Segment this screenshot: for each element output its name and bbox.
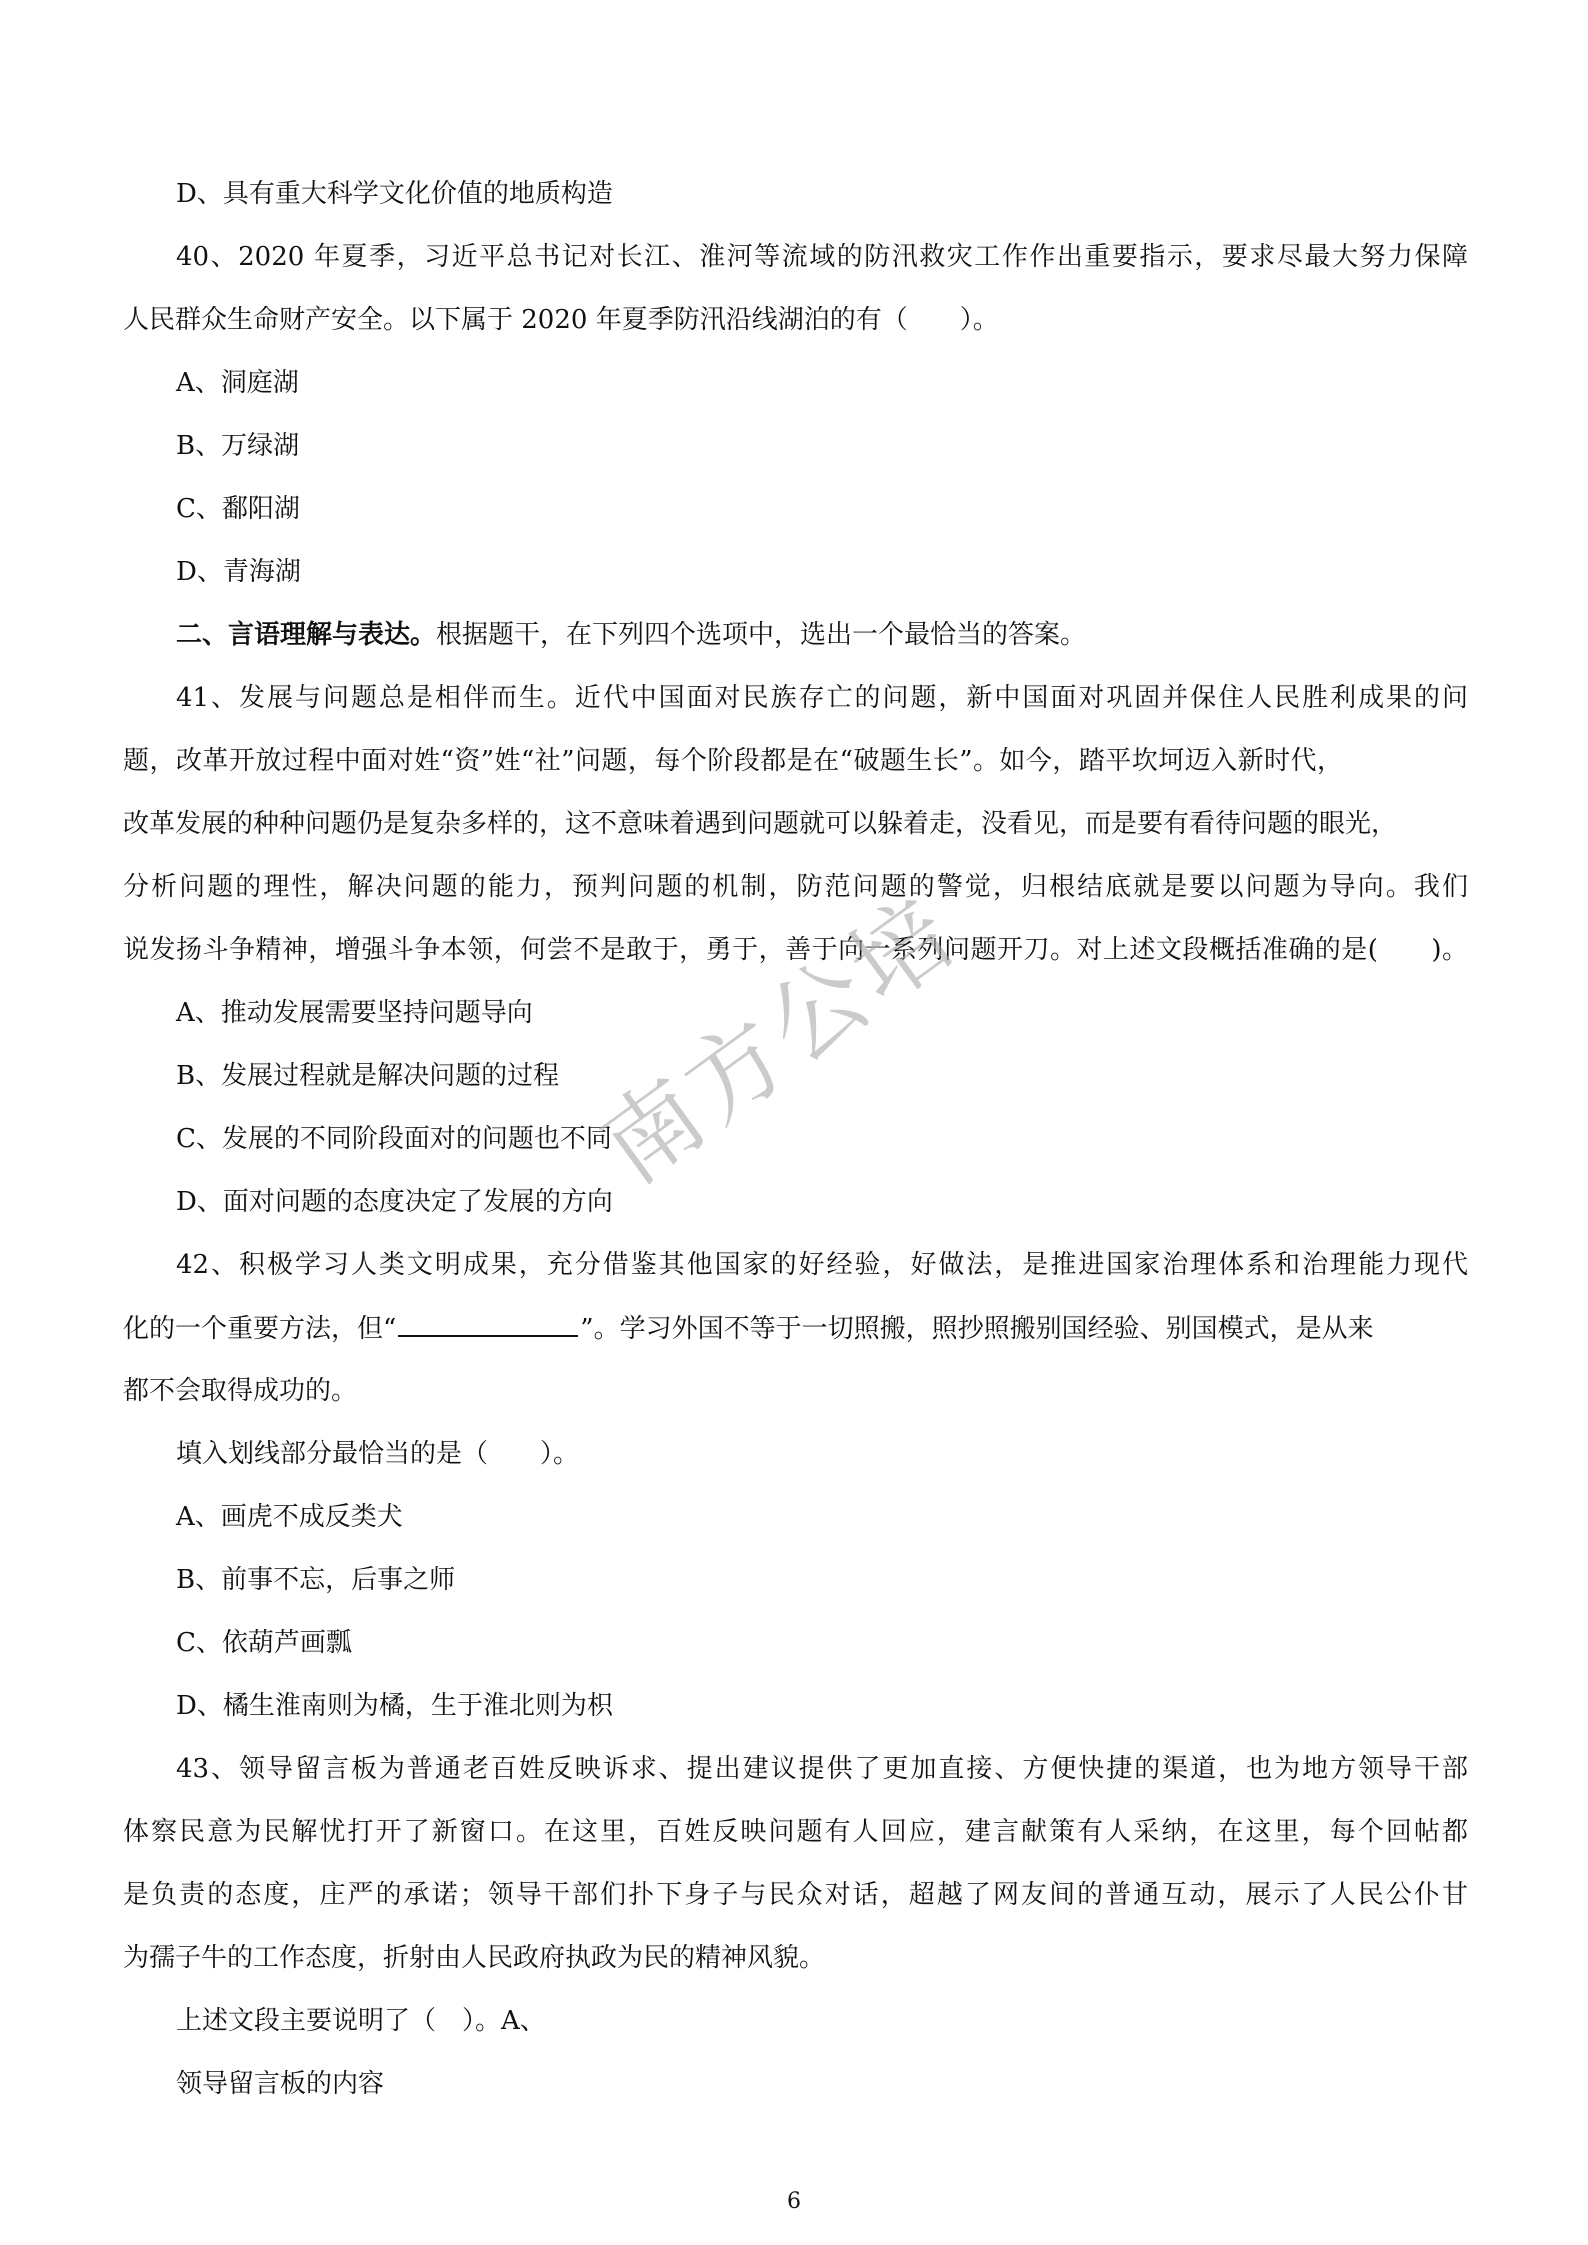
watermark: 南方公培 [581, 874, 978, 1205]
q40-option-b: B、万绿湖 [176, 431, 300, 461]
q43-prompt: 上述文段主要说明了（ ）。A、 [176, 2006, 546, 2036]
q43-stem-line-2: 体察民意为民解忧打开了新窗口。在这里，百姓反映问题有人回应，建言献策有人采纳，在这里，每个回帖都 [123, 1817, 1468, 1847]
q42-stem-line-2-end: ”。学习外国不等于一切照搬，照抄照搬别国经验、别国模式，是从来 [580, 1314, 1374, 1344]
q41-stem-line-4: 分析问题的理性，解决问题的能力，预判问题的机制，防范问题的警觉，归根结底就是要以问题为导向。我们 [123, 872, 1468, 902]
q42-stem-line-1: 42、积极学习人类文明成果，充分借鉴其他国家的好经验，好做法，是推进国家治理体系和治理能力现代 [176, 1250, 1468, 1280]
q40-stem-line-1: 40、2020 年夏季，习近平总书记对长江、淮河等流域的防汛救灾工作作出重要指示，要求尽最大努力保障 [176, 242, 1468, 272]
q43-stem-line-4: 为孺子牛的工作态度，折射由人民政府执政为民的精神风貌。 [123, 1943, 826, 1973]
q43-stem-line-1: 43、领导留言板为普通老百姓反映诉求、提出建议提供了更加直接、方便快捷的渠道，也为地方领导干部 [176, 1754, 1468, 1784]
q40-option-c: C、鄱阳湖 [176, 494, 300, 524]
q41-option-a: A、推动发展需要坚持问题导向 [176, 998, 533, 1028]
fill-in-blank [398, 1311, 578, 1337]
q42-stem-line-3: 都不会取得成功的。 [123, 1376, 358, 1406]
q41-stem-line-5: 说发扬斗争精神，增强斗争本领，何尝不是敢于，勇于，善于向一系列问题开刀。对上述文段概括准确的是( )。 [123, 935, 1468, 965]
section-2-instruction: 根据题干，在下列四个选项中，选出一个最恰当的答案。 [436, 620, 1087, 650]
q42-option-b: B、前事不忘，后事之师 [176, 1565, 456, 1595]
q42-stem-line-2-start: 化的一个重要方法，但“ [123, 1314, 397, 1344]
q43-option-a: 领导留言板的内容 [176, 2069, 385, 2099]
q41-stem-line-2: 题，改革开放过程中面对姓“资”姓“社”问题，每个阶段都是在“破题生长”。如今，踏平坎坷迈入新时代， [123, 746, 1343, 776]
q41-option-c: C、发展的不同阶段面对的问题也不同 [176, 1124, 612, 1154]
q41-option-d: D、面对问题的态度决定了发展的方向 [176, 1187, 613, 1217]
q42-option-a: A、画虎不成反类犬 [176, 1502, 403, 1532]
q40-stem-line-2: 人民群众生命财产安全。以下属于 2020 年夏季防汛沿线湖泊的有（ ）。 [123, 305, 999, 335]
q42-option-c: C、依葫芦画瓢 [176, 1628, 352, 1658]
q42-stem-line-2 [123, 1311, 1374, 1346]
q39-option-d: D、具有重大科学文化价值的地质构造 [176, 179, 613, 209]
section-2-title: 二、言语理解与表达。 [176, 620, 437, 650]
q42-prompt: 填入划线部分最恰当的是（ ）。 [176, 1439, 580, 1469]
q41-stem-line-3: 改革发展的种种问题仍是复杂多样的，这不意味着遇到问题就可以躲着走，没看见，而是要有看待问题的眼光， [123, 809, 1398, 839]
q42-option-d: D、橘生淮南则为橘，生于淮北则为枳 [176, 1691, 613, 1721]
q40-option-d: D、青海湖 [176, 557, 301, 587]
q43-stem-line-3: 是负责的态度，庄严的承诺；领导干部们扑下身子与民众对话，超越了网友间的普通互动，展示了人民公仆甘 [123, 1880, 1468, 1910]
section-2-heading [176, 618, 1086, 652]
q41-stem-line-1: 41、发展与问题总是相伴而生。近代中国面对民族存亡的问题，新中国面对巩固并保住人民胜利成果的问 [176, 683, 1468, 713]
q40-option-a: A、洞庭湖 [176, 368, 299, 398]
page-number: 6 [787, 2189, 801, 2214]
q41-option-b: B、发展过程就是解决问题的过程 [176, 1061, 560, 1091]
